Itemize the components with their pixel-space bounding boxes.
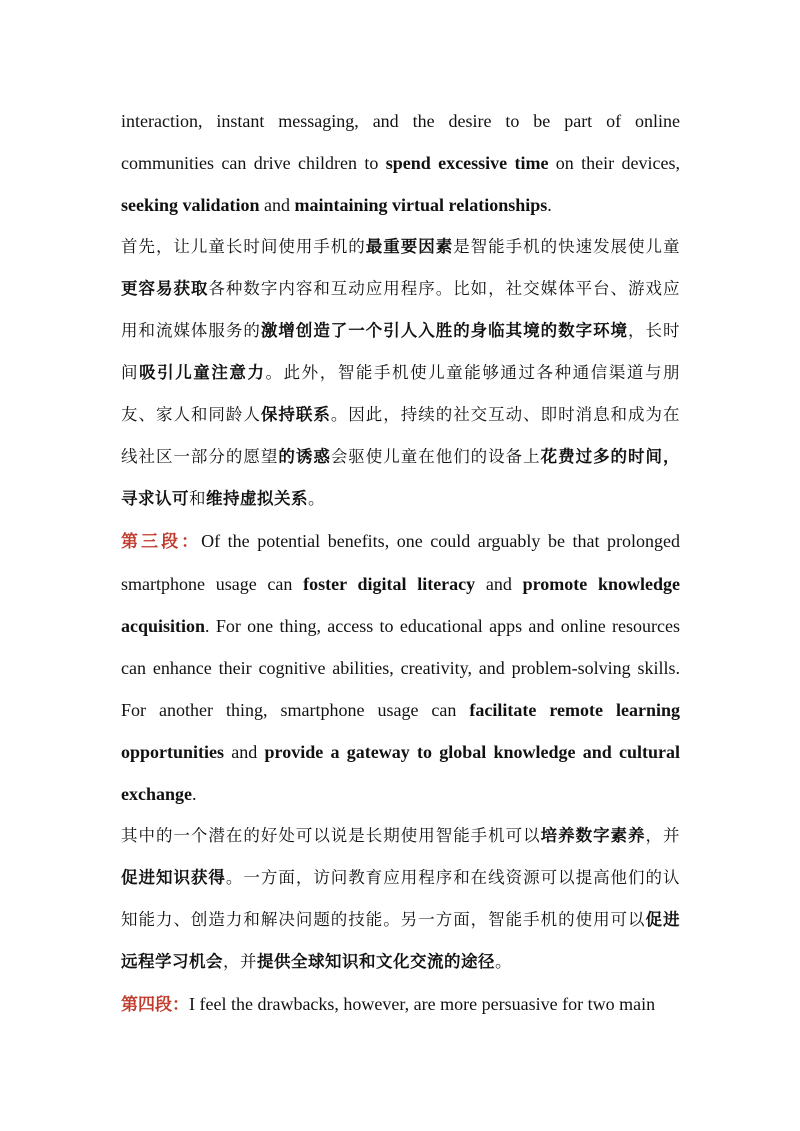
bold-phrase: promote knowledge acquisition bbox=[121, 574, 680, 636]
bold-phrase: 激增创造了一个引人入胜的身临其境的数字环境 bbox=[260, 321, 629, 340]
text-run: interaction, instant messaging, and the desire to be part of online communities can drive children to bbox=[121, 111, 680, 173]
bold-phrase: 维持虚拟关系 bbox=[206, 489, 308, 508]
text-run: . bbox=[192, 784, 197, 804]
bold-phrase: 保持联系 bbox=[260, 405, 331, 424]
section-label-4: 第四段： bbox=[121, 995, 189, 1015]
bold-phrase: 最重要因素 bbox=[365, 237, 454, 256]
paragraph-2-chinese bbox=[121, 815, 680, 983]
paragraph-1-english bbox=[121, 100, 680, 226]
bold-phrase: 培养数字素养 bbox=[540, 826, 646, 845]
text-run: 。因此，持续的社交互动、即时消息和成为在线社区一部分的愿望 bbox=[121, 405, 681, 466]
bold-phrase: 促进远程学习机会 bbox=[121, 910, 681, 971]
text-run: 是智能手机的快速发展使儿童 bbox=[453, 237, 681, 256]
text-run: and bbox=[224, 742, 265, 762]
bold-phrase: 提供全球知识和文化交流的途径 bbox=[257, 952, 495, 971]
text-run: ，并 bbox=[645, 826, 681, 845]
text-run: on their devices, bbox=[548, 153, 680, 173]
text-run: ，并 bbox=[223, 952, 257, 971]
text-run: 各种数字内容和互动应用程序。比如，社交媒体平台、游戏应用和流媒体服务的 bbox=[121, 279, 681, 340]
text-run: Of the potential benefits, one could arguably be that prolonged smartphone usage can bbox=[121, 531, 680, 594]
text-run: 。 bbox=[495, 952, 512, 971]
bold-phrase: seeking validation bbox=[121, 195, 260, 215]
bold-phrase: facilitate remote learning opportunities bbox=[121, 700, 680, 762]
text-run: ，长时间 bbox=[121, 321, 681, 382]
text-run: 会驱使儿童在他们的设备上 bbox=[330, 447, 541, 466]
text-run: and bbox=[259, 195, 295, 215]
bold-phrase: foster digital literacy bbox=[303, 574, 476, 594]
text-run: 和 bbox=[189, 489, 206, 508]
text-run: 。此外，智能手机使儿童能够通过各种通信渠道与朋友、家人和同龄人 bbox=[121, 363, 681, 424]
paragraph-3-english bbox=[121, 983, 680, 1026]
paragraph-2-english bbox=[121, 520, 680, 815]
bold-phrase: spend excessive time bbox=[385, 153, 549, 173]
bold-phrase: provide a gateway to global knowledge and cultural exchange bbox=[121, 742, 680, 804]
section-label-3: 第三段： bbox=[121, 532, 202, 552]
bold-phrase: 花费过多的时间，寻求认可 bbox=[121, 447, 681, 508]
text-run: 首先，让儿童长时间使用手机的 bbox=[121, 237, 366, 256]
text-run: I feel the drawbacks, however, are more persuasive for two main bbox=[189, 994, 656, 1014]
text-run: and bbox=[475, 574, 523, 594]
paragraph-1-chinese bbox=[121, 226, 680, 520]
text-run: . bbox=[547, 195, 552, 215]
bold-phrase: maintaining virtual relationships bbox=[294, 195, 548, 215]
bold-phrase: 促进知识获得 bbox=[121, 868, 226, 887]
text-run: 。一方面，访问教育应用程序和在线资源可以提高他们的认知能力、创造力和解决问题的技能。另一方面，智能手机的使用可以 bbox=[121, 868, 681, 929]
bold-phrase: 更容易获取 bbox=[121, 279, 209, 298]
text-run: 其中的一个潜在的好处可以说是长期使用智能手机可以 bbox=[121, 826, 541, 845]
bold-phrase: 的诱惑 bbox=[278, 447, 331, 466]
text-run: 。 bbox=[308, 489, 325, 508]
bold-phrase: 吸引儿童注意力 bbox=[139, 363, 266, 382]
text-run: . For one thing, access to educational apps and online resources can enhance their cognitive abilities, creativity, and problem-solving skills. For another thing, smartphone usage can bbox=[121, 616, 680, 720]
